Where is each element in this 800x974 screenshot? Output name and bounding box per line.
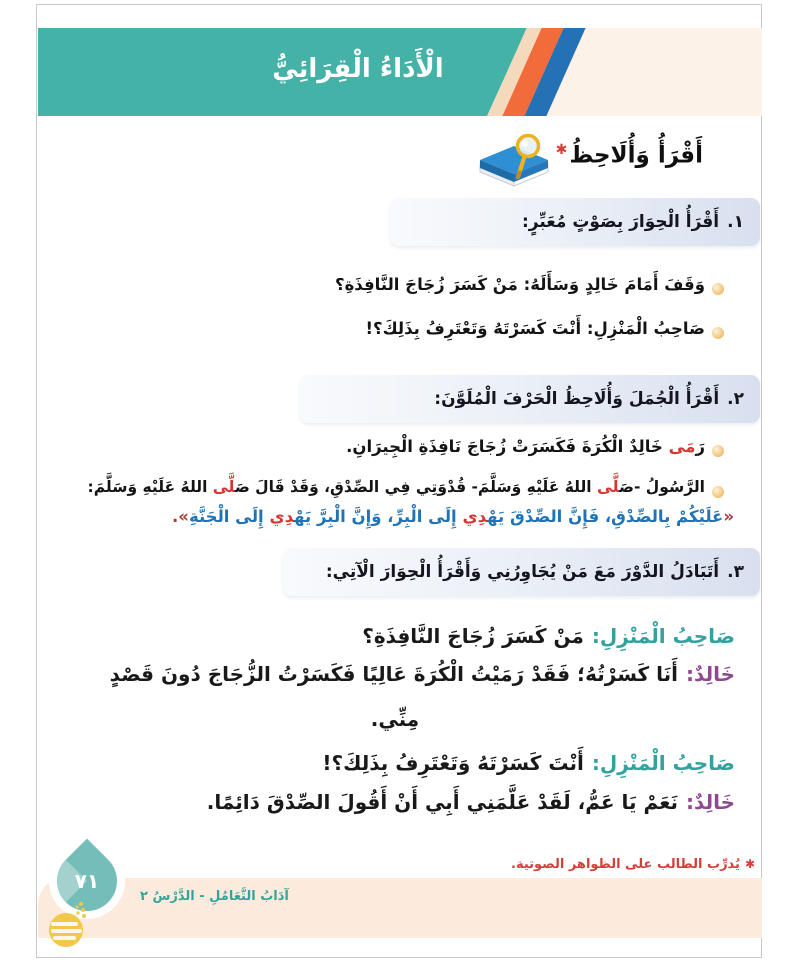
ministry-logo-icon [40,896,104,958]
activity-2-label: أَقْرَأُ الْجُمَلَ وَأُلَاحِظُ الْحَرْفَ الْمُلَوَّنَ: [434,389,720,409]
dialogue-line [362,624,735,648]
footnote [511,857,755,872]
hadith-quote: «عَلَيْكُمْ بِالصِّدْقِ، فَإِنَّ الصِّدْقَ يَهْ‍‍دِي إِلَى الْبِرِّ، وَإِنَّ الْبِرَّ يَهْ‍‍دِي إِلَى الْجَنَّةِ». [172,507,734,526]
activity-3-header [283,548,760,596]
dialogue-line [110,662,735,686]
activity-2-header [300,375,760,423]
bullet-icon [712,327,724,339]
speaker-homeowner: صَاحِبُ الْمَنْزِلِ: [591,751,735,775]
activity-1-label: أَقْرَأُ الْحِوَارَ بِصَوْتٍ مُعَبِّرٍ: [521,212,720,232]
lesson-label: آدَابُ التَّعَامُلِ - الدَّرْسُ ٢ [140,889,289,904]
page-number: ٧١ [74,869,100,893]
list-item-colored-letter: رَمَى خَالِدٌ الْكُرَةَ فَكَسَرَتْ زُجَاجَ نَافِذَةِ الْجِيرَانِ. [346,437,705,456]
dialogue-continuation: مِنِّي. [370,707,420,731]
book-magnifier-icon [470,132,558,196]
speaker-homeowner: صَاحِبُ الْمَنْزِلِ: [591,624,735,648]
footnote-marker-superscript: ✱ [555,142,568,158]
activity-3-number: ٣. [727,562,744,582]
dialogue-text: مَنْ كَسَرَ زُجَاجَ النَّافِذَةِ؟ [362,624,584,648]
speaker-khalid: خَالِدٌ: [686,790,735,814]
header-banner [38,28,762,116]
dialogue-text: أَنْتَ كَسَرْتَهُ وَتَعْتَرِفُ بِذَلِكَ؟! [322,751,584,775]
list-item: صَاحِبُ الْمَنْزِلِ: أَنْتَ كَسَرْتَهُ وَتَعْتَرِفُ بِذَلِكَ؟! [365,319,705,338]
bullet-icon [712,445,724,457]
bullet-icon [712,283,724,295]
asterisk-icon: ✱ [744,857,755,871]
dialogue-line [322,751,735,775]
activity-1-number: ١. [727,212,744,232]
section-heading [556,142,703,169]
footer-band [38,878,762,938]
activity-2-number: ٢. [727,389,744,409]
activity-1-header [390,198,760,246]
dialogue-text: نَعَمْ يَا عَمُّ، لَقَدْ عَلَّمَنِي أَبِي أَنْ أَقُولَ الصِّدْقَ دَائِمًا. [206,790,679,814]
page-title: الْأَدَاءُ الْقِرَائِيُّ [272,54,444,84]
activity-3-label: أَتَبَادَلُ الدَّوْرَ مَعَ مَنْ يُجَاوِرُنِي وَأَقْرَأُ الْحِوَارَ الْآتِي: [325,562,720,582]
list-item-hadith-intro: الرَّسُولُ -صَ‍‍لَّى اللهُ عَلَيْهِ وَسَلَّمَ- قُدْوَتِي فِي الصِّدْقِ، وَقَدْ قَالَ صَ‍‍لَّى اللهُ عَلَيْهِ وَسَلَّمَ: [87,478,705,496]
list-item: وَقَفَ أَمَامَ خَالِدٍ وَسَأَلَهُ: مَنْ كَسَرَ زُجَاجَ النَّافِذَةِ؟ [335,275,705,294]
bullet-icon [712,486,724,498]
dialogue-line [207,790,735,814]
dialogue-text: أَنَا كَسَرْتُهُ؛ فَقَدْ رَمَيْتُ الْكُرَةَ عَالِيًا فَكَسَرْتُ الزُّجَاجَ دُونَ قَصْدٍ [109,662,679,686]
section-heading-label: أَقْرَأُ وَأُلَاحِظُ [569,142,703,169]
footnote-text: يُدرِّب الطالب على الظواهر الصوتية. [511,857,740,872]
speaker-khalid: خَالِدٌ: [686,662,735,686]
